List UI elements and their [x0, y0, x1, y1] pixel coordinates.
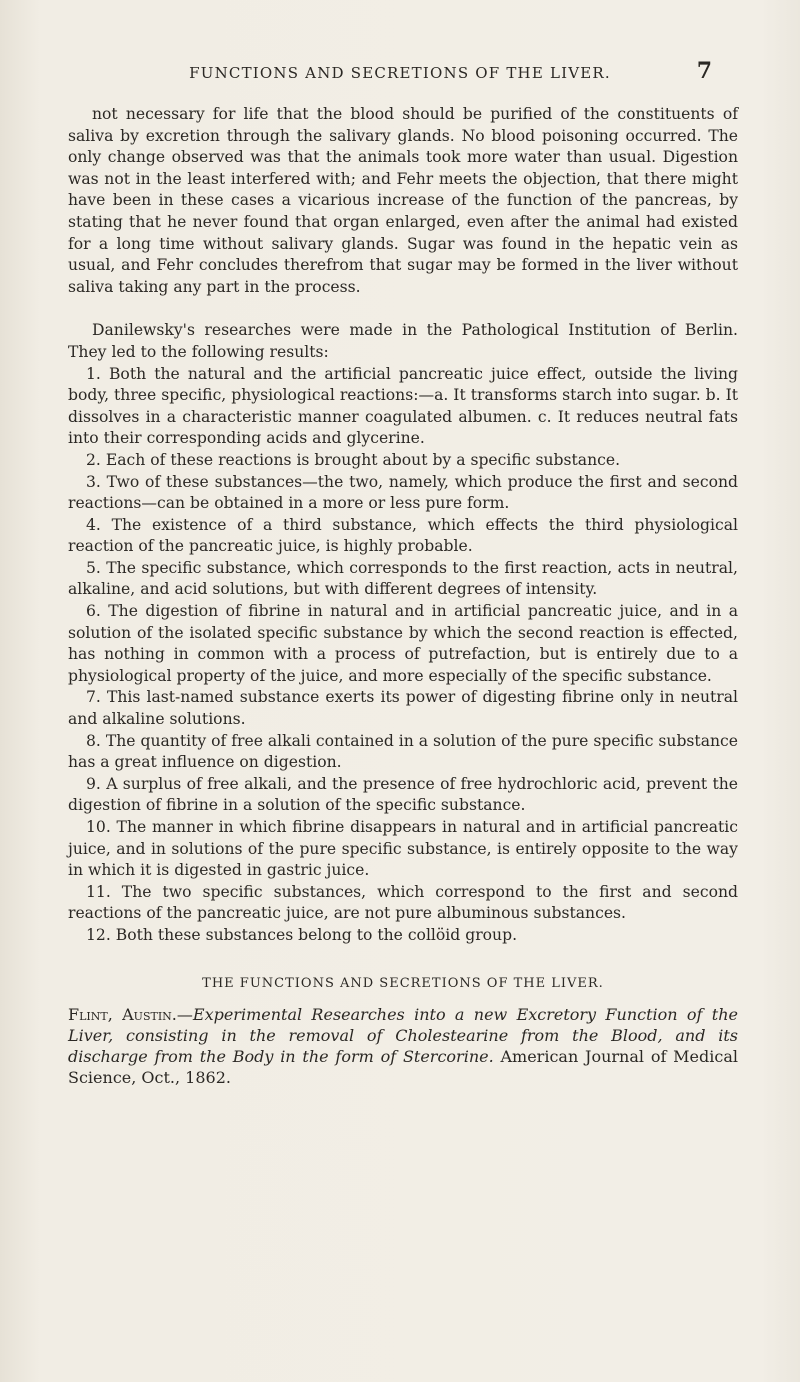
result-1: 1. Both the natural and the artificial pancreatic juice effect, outside the living body, three specific, physiological reactions:—a. It transforms starch into sugar. b. It dissolves in a characteristic manner coagulated albumen. c. It reduces neutral fats into their corresponding acids and glycerine. — [68, 364, 738, 448]
result-5: 5. The specific substance, which corresponds to the first reaction, acts in neutral, alkaline, and acid solutions, but with different degrees of intensity. — [68, 558, 738, 599]
page-body — [68, 104, 738, 1088]
result-6: 6. The digestion of fibrine in natural and in artificial pancreatic juice, and in a solution of the isolated specific substance by which the second reaction is effected, has nothing in common with a process of putrefaction, but is entirely due to a physiological property of the juice, and more especially of the specific substance. — [68, 602, 738, 685]
reference-author: Flint, Austin.— — [68, 1005, 193, 1025]
page-number: 7 — [696, 58, 712, 84]
reference-flint — [68, 1004, 738, 1088]
page-header — [0, 58, 800, 88]
section-heading: THE FUNCTIONS AND SECRETIONS OF THE LIVER. — [202, 975, 604, 991]
result-2: 2. Each of these reactions is brought about by a specific substance. — [86, 450, 621, 469]
result-3: 3. Two of these substances—the two, namely, which produce the first and second reactions—can be obtained in a more or less pure form. — [68, 472, 738, 513]
result-12: 12. Both these substances belong to the collöid group. — [86, 925, 518, 944]
result-11: 11. The two specific substances, which correspond to the first and second reactions of the pancreatic juice, are not pure albuminous substances. — [68, 882, 738, 923]
paragraph-fehr: not necessary for life that the blood should be purified of the constituents of saliva by excretion through the salivary glands. No blood poisoning occurred. The only change observed was that the animals took more water than usual. Digestion was not in the least interfered with; and Fehr meets the objection, that there might have been in these cases a vicarious increase of the function of the pancreas, by stating that he never found that organ enlarged, even after the animal had existed for a long time without salivary glands. Sugar was found in the hepatic vein as usual, and Fehr concludes therefrom that sugar may be formed in the liver without saliva taking any part in the process. — [68, 105, 738, 296]
result-10: 10. The manner in which fibrine disappears in natural and in artificial pancreatic juice, and in solutions of the pure specific substance, is entirely opposite to the way in which it is digested in gastric juice. — [68, 818, 738, 880]
result-4: 4. The existence of a third substance, which effects the third physiological reaction of the pancreatic juice, is highly probable. — [68, 515, 738, 556]
result-9: 9. A surplus of free alkali, and the presence of free hydrochloric acid, prevent the digestion of fibrine in a solution of the specific substance. — [68, 774, 738, 815]
reference-journal: American Journal of Medical Science, Oct., 1862. — [68, 1047, 738, 1088]
paragraph-danilewsky: Danilewsky's researches were made in the Pathological Institution of Berlin. They led to the following results: — [68, 321, 738, 361]
running-head: FUNCTIONS AND SECRETIONS OF THE LIVER. — [189, 64, 611, 82]
result-7: 7. This last-named substance exerts its power of digesting fibrine only in neutral and alkaline solutions. — [68, 688, 738, 729]
reference-title: Experimental Researches into a new Excretory Function of the Liver, consisting in the removal of Cholestearine from the Blood, and its discharge from the Body in the form of Stercorine. — [68, 1005, 738, 1067]
result-8: 8. The quantity of free alkali contained in a solution of the pure specific substance has a great influence on digestion. — [68, 731, 738, 772]
